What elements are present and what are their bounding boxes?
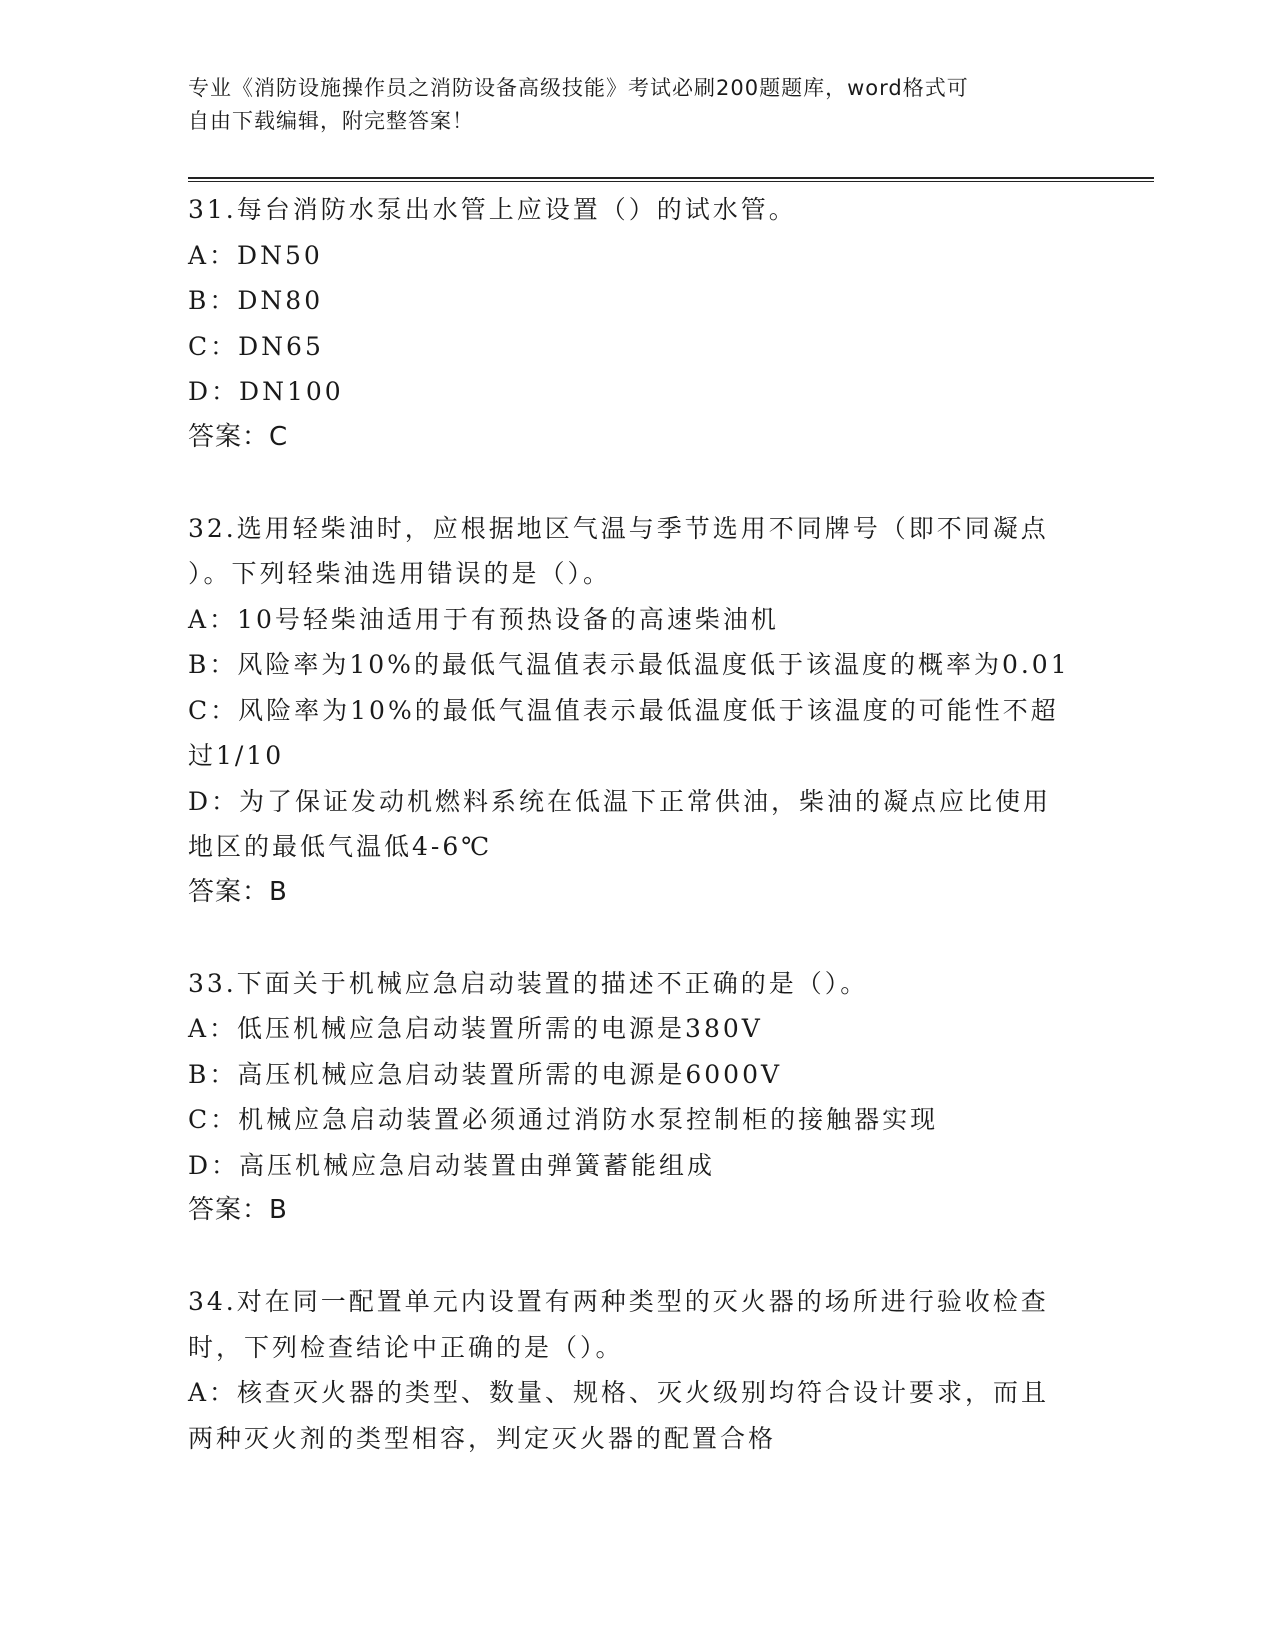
answer-line: 答案：B (188, 1195, 288, 1225)
option-d: D：DN100 (188, 377, 344, 406)
question-stem: 34.对在同一配置单元内设置有两种类型的灭火器的场所进行验收检查 (188, 1287, 1049, 1316)
question-block (188, 506, 1088, 916)
option-a: A：DN50 (188, 240, 323, 270)
option-c: C：风险率为10%的最低气温值表示最低温度低于该温度的可能性不超 (188, 695, 1059, 725)
document-header (188, 72, 1068, 138)
question-spacer (188, 915, 1088, 961)
question-spacer (188, 1234, 1088, 1280)
option-c: C：DN65 (188, 331, 324, 361)
answer-line: 答案：B (188, 876, 288, 907)
option-c-continued: 过1/10 (188, 741, 285, 770)
question-stem-continued: 时，下列检查结论中正确的是（）。 (188, 1332, 624, 1362)
answer-line: 答案：C (188, 421, 289, 452)
option-b: B：风险率为10%的最低气温值表示最低温度低于该温度的概率为0.01 (188, 650, 1070, 679)
option-d-continued: 地区的最低气温低4-6℃ (188, 832, 493, 861)
question-block (188, 961, 1088, 1234)
question-stem-continued: ）。下列轻柴油选用错误的是（）。 (188, 559, 612, 588)
question-list (188, 187, 1088, 1461)
question-spacer (188, 460, 1088, 506)
option-c: C：机械应急启动装置必须通过消防水泵控制柜的接触器实现 (188, 1105, 939, 1134)
header-divider (188, 177, 1154, 182)
header-line-1: 专业《消防设施操作员之消防设备高级技能》考试必刷200题题库，word格式可 (188, 76, 969, 100)
question-stem: 33.下面关于机械应急启动装置的描述不正确的是（）。 (188, 968, 869, 998)
option-b: B：高压机械应急启动装置所需的电源是6000V (188, 1059, 783, 1089)
option-b: B：DN80 (188, 286, 324, 315)
option-d: D：高压机械应急启动装置由弹簧蓄能组成 (188, 1150, 716, 1180)
option-d: D：为了保证发动机燃料系统在低温下正常供油，柴油的凝点应比使用 (188, 786, 1052, 816)
option-a: A：低压机械应急启动装置所需的电源是380V (188, 1014, 763, 1043)
option-a: A：10号轻柴油适用于有预热设备的高速柴油机 (188, 604, 779, 634)
option-a-continued: 两种灭火剂的类型相容，判定灭火器的配置合格 (188, 1423, 777, 1453)
option-a: A：核查灭火器的类型、数量、规格、灭火级别均符合设计要求，而且 (188, 1378, 1050, 1407)
question-block (188, 1279, 1088, 1461)
question-stem: 32.选用轻柴油时，应根据地区气温与季节选用不同牌号（即不同凝点 (188, 513, 1049, 543)
question-block (188, 187, 1088, 460)
header-line-2: 自由下载编辑，附完整答案！ (188, 109, 474, 133)
question-stem: 31.每台消防水泵出水管上应设置（）的试水管。 (188, 195, 797, 224)
